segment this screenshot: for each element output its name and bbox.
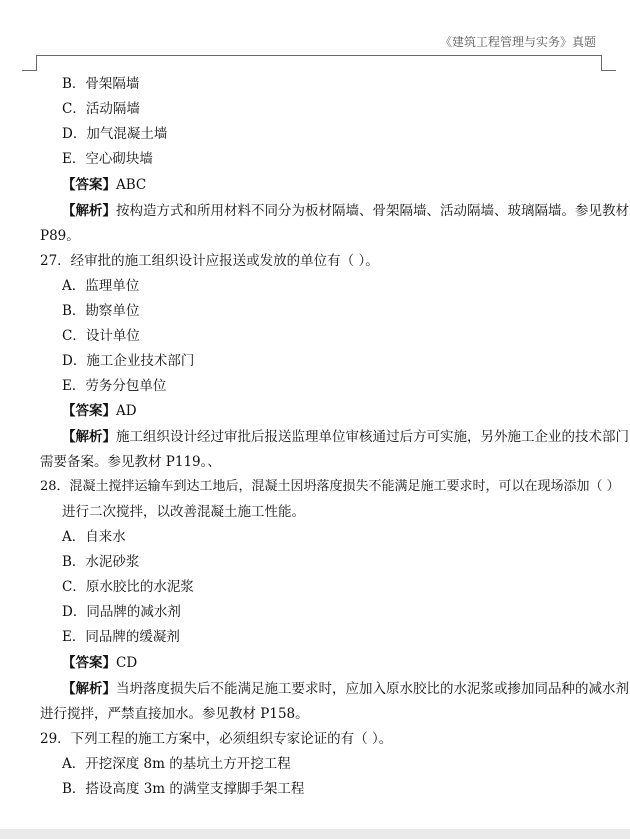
corner-mark-left	[36, 55, 37, 71]
page-bottom-edge	[0, 829, 630, 839]
analysis-text: 当坍落度损失后不能满足施工要求时，应加入原水胶比的水泥浆或掺加同品种的减水剂	[116, 681, 629, 697]
answer-label: 【答案】	[62, 177, 116, 193]
analysis-label: 【解析】	[62, 429, 116, 445]
q29-option-a: A．开挖深度 8m 的基坑土方开挖工程	[62, 756, 291, 772]
q27-option-d: D．施工企业技术部门	[62, 353, 195, 369]
header-rule	[36, 55, 602, 56]
q28-stem-line1: 28．混凝土搅拌运输车到达工地后，混凝土因坍落度损失不能满足施工要求时，可以在现场添加（ ）	[40, 479, 620, 494]
q26-option-d: D．加气混凝土墙	[62, 126, 168, 142]
q29-option-b: B．搭设高度 3m 的满堂支撑脚手架工程	[62, 781, 305, 797]
q29-stem: 29．下列工程的施工方案中，必须组织专家论证的有（ ）。	[40, 731, 393, 747]
corner-mark-left-h	[22, 70, 37, 71]
answer-label: 【答案】	[62, 403, 116, 419]
answer-value: CD	[116, 655, 138, 671]
corner-mark-right	[601, 55, 602, 71]
q27-option-c: C．设计单位	[62, 328, 140, 344]
q26-answer	[62, 176, 146, 194]
q27-analysis-line2: 需要备案。参见教材 P119。、	[40, 454, 221, 470]
answer-value: AD	[116, 403, 137, 419]
q26-option-b: B．骨架隔墙	[62, 76, 140, 92]
q26-option-e: E．空心砌块墙	[62, 151, 153, 167]
q28-option-d: D．同品牌的减水剂	[62, 604, 181, 620]
q27-option-e: E．劳务分包单位	[62, 378, 167, 394]
page-header	[0, 0, 630, 56]
q27-option-b: B．勘察单位	[62, 303, 140, 319]
q28-analysis-line2: 进行搅拌，严禁直接加水。参见教材 P158。	[40, 706, 309, 722]
q28-stem-line2: 进行二次搅拌，以改善混凝土施工性能。	[62, 504, 305, 520]
header-title: 《建筑工程管理与实务》真题	[439, 35, 596, 49]
q28-analysis-line1	[62, 680, 629, 698]
analysis-label: 【解析】	[62, 681, 116, 697]
q26-option-c: C．活动隔墙	[62, 101, 140, 117]
q27-analysis-line1	[62, 428, 629, 446]
q28-option-e: E．同品牌的缓凝剂	[62, 629, 180, 645]
answer-label: 【答案】	[62, 655, 116, 671]
answer-value: ABC	[116, 177, 147, 193]
q26-analysis-line1	[62, 202, 629, 220]
q28-option-c: C．原水胶比的水泥浆	[62, 579, 194, 595]
q28-answer	[62, 654, 137, 672]
q27-stem: 27．经审批的施工组织设计应报送或发放的单位有（ ）。	[40, 253, 379, 269]
q28-option-a: A．自来水	[62, 529, 126, 545]
corner-mark-right-h	[601, 70, 616, 71]
q26-analysis-line2: P89。	[40, 228, 80, 244]
q27-option-a: A．监理单位	[62, 278, 140, 294]
q28-option-b: B．水泥砂浆	[62, 554, 140, 570]
analysis-label: 【解析】	[62, 203, 116, 219]
q27-answer	[62, 402, 137, 420]
analysis-text: 施工组织设计经过审批后报送监理单位审核通过后方可实施，另外施工企业的技术部门	[116, 429, 629, 445]
analysis-text: 按构造方式和所用材料不同分为板材隔墙、骨架隔墙、活动隔墙、玻璃隔墙。参见教材	[116, 203, 629, 219]
